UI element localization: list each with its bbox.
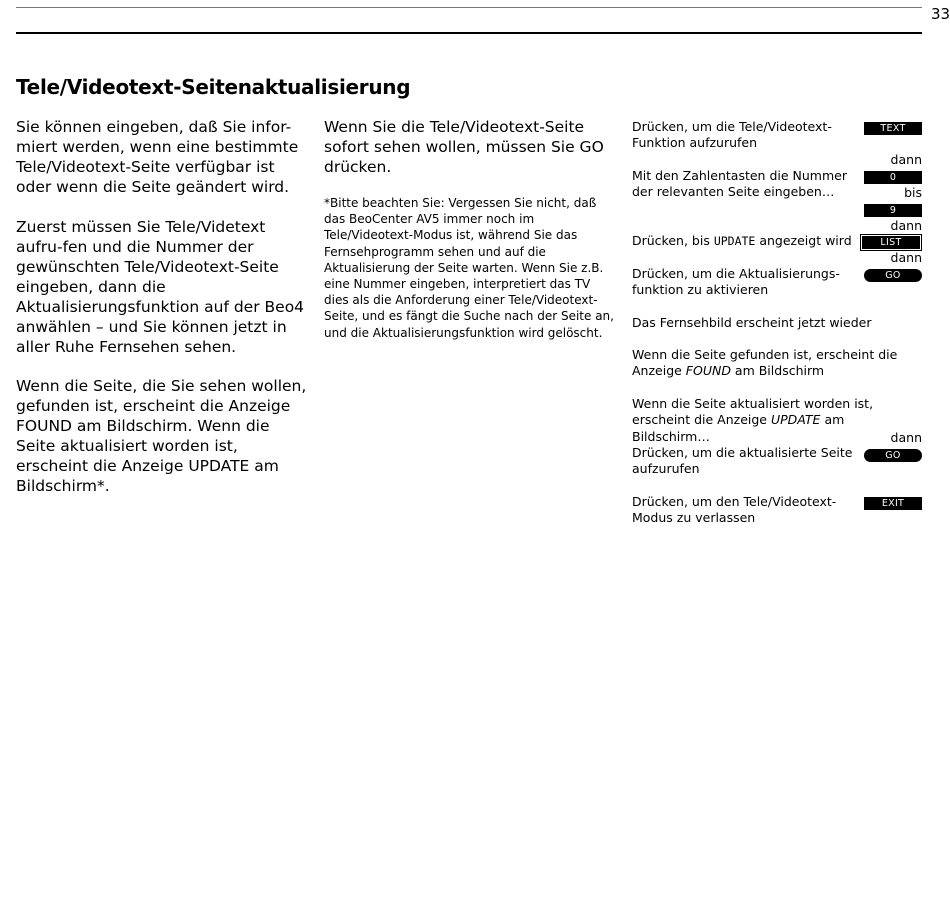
step-activate-update: Drücken, um die Aktualisierungs-funktion zu aktivieren xyxy=(632,266,840,298)
result-paragraph: Wenn die Seite, die Sie sehen wollen, gefunden ist, erscheint die Anzeige FOUND am Bildschirm. Wenn die Seite aktualisiert worden ist, erscheint die Anzeige UPDATE am Bildschirm*. xyxy=(16,377,307,495)
step-text: Wenn die Seite gefunden ist, erscheint die Anzeige xyxy=(632,347,898,379)
step-press-until-update xyxy=(632,233,867,249)
page-number: 33 xyxy=(931,5,950,23)
step-found-message xyxy=(632,347,917,380)
step-text: am Bildschirm… xyxy=(632,412,845,444)
digit-key-9: 9 xyxy=(864,204,922,217)
connector-bis: bis xyxy=(904,185,922,200)
step-text: am Bildschirm xyxy=(730,363,825,379)
go-key: GO xyxy=(864,269,922,282)
update-display-code: UPDATE xyxy=(713,234,756,248)
left-column xyxy=(16,117,311,516)
step-enter-page-number: Mit den Zahlentasten die Nummer der relevanten Seite eingeben… xyxy=(632,168,847,200)
connector-dann: dann xyxy=(890,250,922,265)
step-text: Drücken, bis xyxy=(632,233,714,248)
step-exit-teletext: Drücken, um den Tele/Videotext-Modus zu verlassen xyxy=(632,494,837,526)
header-rule-thick xyxy=(16,32,922,34)
step-call-teletext: Drücken, um die Tele/Videotext-Funktion aufzurufen xyxy=(632,119,832,151)
procedure-paragraph: Zuerst müssen Sie Tele/Videtext aufru-fen und die Nummer der gewünschten Tele/Videotext-Seite eingeben, dann die Aktualisierungsfunktion auf der Beo4 anwählen – und Sie können jetzt in aller Ruhe Fernsehen sehen. xyxy=(16,217,305,356)
digit-key-0: 0 xyxy=(864,171,922,184)
footnote: *Bitte beachten Sie: Vergessen Sie nicht, daß das BeoCenter AV5 immer noch im Tele/Videotext-Modus ist, während Sie das Fernsehprogramm sehen und auf die Aktualisierung der Seite warten. Wenn Sie z.B. eine Nummer eingeben, interpretiert das TV dies als die Anforderung einer Tele/Videotext-Seite, und es fängt die Suche nach der Seite an, und die Aktualisierungsfunktion wird gelöscht. xyxy=(324,196,614,340)
step-text: angezeigt wird xyxy=(755,233,852,248)
step-update-message xyxy=(632,396,917,445)
go-paragraph: Wenn Sie die Tele/Videotext-Seite sofort sehen wollen, müssen Sie GO drücken. xyxy=(324,118,604,176)
go-key: GO xyxy=(864,449,922,462)
exit-key: EXIT xyxy=(864,497,922,510)
update-label: UPDATE xyxy=(770,412,821,428)
list-key: LIST xyxy=(862,236,920,249)
connector-dann: dann xyxy=(890,152,922,167)
intro-paragraph: Sie können eingeben, daß Sie infor-miert werden, wenn eine bestimmte Tele/Videotext-Seite verfügbar ist oder wenn die Seite geändert wird. xyxy=(16,118,299,196)
step-call-updated-page: Drücken, um die aktualisierte Seite aufzurufen xyxy=(632,445,853,477)
step-text: Wenn die Seite aktualisiert worden ist, erscheint die Anzeige xyxy=(632,396,874,428)
page-title: Tele/Videotext-Seitenaktualisierung xyxy=(16,75,411,99)
text-key: TEXT xyxy=(864,122,922,135)
found-label: FOUND xyxy=(685,363,731,379)
header-rule-thin xyxy=(16,7,922,8)
connector-dann: dann xyxy=(890,430,922,445)
connector-dann: dann xyxy=(890,218,922,233)
middle-column xyxy=(324,117,616,341)
step-tv-picture-returns: Das Fernsehbild erscheint jetzt wieder xyxy=(632,315,872,330)
